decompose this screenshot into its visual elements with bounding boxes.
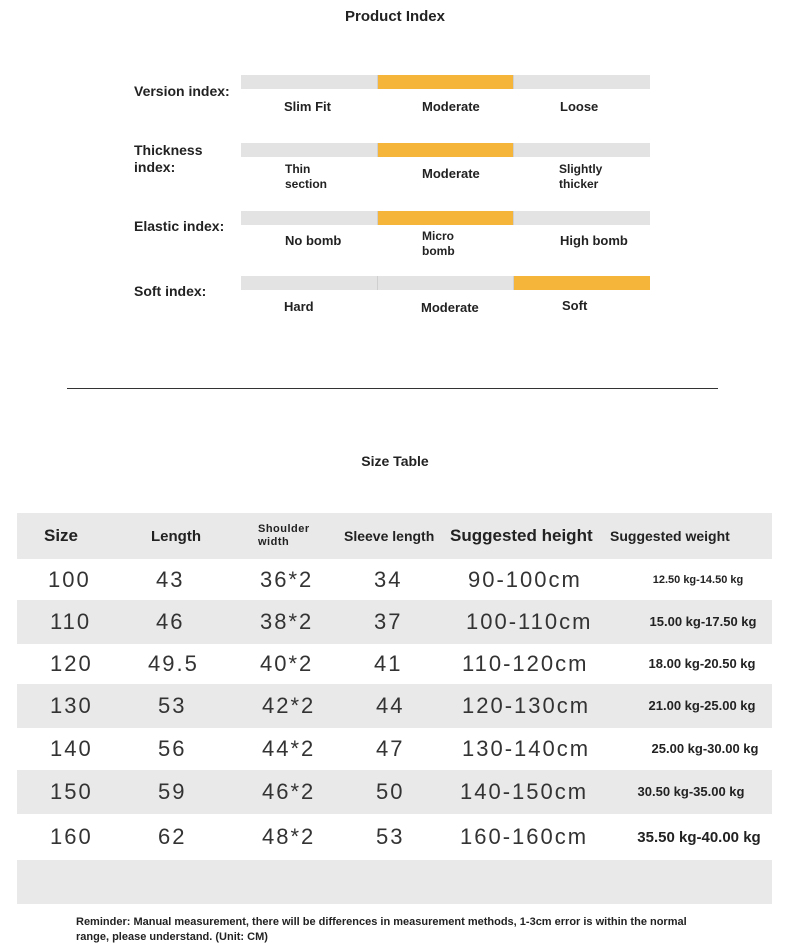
index-segment-active bbox=[378, 75, 515, 89]
cell-sleeve: 34 bbox=[374, 566, 403, 592]
table-row bbox=[17, 814, 772, 860]
cell-shoulder: 44*2 bbox=[262, 736, 316, 761]
cell-height: 120-130cm bbox=[462, 693, 591, 718]
cell-sleeve: 53 bbox=[376, 824, 405, 849]
cell-weight: 21.00 kg-25.00 kg bbox=[648, 698, 756, 713]
table-row bbox=[17, 684, 772, 728]
cell-weight: 30.50 kg-35.00 kg bbox=[637, 784, 745, 799]
header-suggested-height: Suggested height bbox=[450, 526, 593, 545]
version-index-label: Version index: bbox=[134, 83, 230, 99]
elastic-index-bar bbox=[241, 211, 650, 225]
soft-option-2: Moderate bbox=[421, 300, 479, 315]
cell-size: 130 bbox=[50, 693, 93, 718]
cell-weight: 25.00 kg-30.00 kg bbox=[651, 741, 759, 756]
cell-size: 150 bbox=[50, 779, 93, 804]
table-row bbox=[17, 770, 772, 814]
soft-index-bar bbox=[241, 276, 650, 290]
size-table-title: Size Table bbox=[361, 453, 429, 469]
cell-length: 49.5 bbox=[148, 651, 199, 676]
cell-length: 43 bbox=[156, 566, 185, 592]
cell-length: 62 bbox=[158, 824, 187, 849]
index-segment-active bbox=[378, 143, 515, 157]
soft-option-1: Hard bbox=[284, 299, 314, 314]
cell-height: 90-100cm bbox=[468, 566, 582, 592]
cell-shoulder: 42*2 bbox=[262, 693, 316, 718]
thickness-index-bar bbox=[241, 143, 650, 157]
table-footer-band bbox=[17, 860, 772, 904]
cell-weight: 15.00 kg-17.50 kg bbox=[649, 614, 757, 629]
cell-sleeve: 41 bbox=[374, 651, 403, 676]
header-sleeve-length: Sleeve length bbox=[344, 528, 435, 544]
version-index-bar bbox=[241, 75, 650, 89]
cell-size: 140 bbox=[50, 736, 93, 761]
thickness-option-1: Thin section bbox=[285, 162, 328, 191]
header-shoulder-width: Shoulder width bbox=[258, 523, 310, 548]
index-segment bbox=[514, 75, 650, 89]
cell-height: 160-160cm bbox=[460, 824, 589, 849]
index-segment bbox=[241, 75, 378, 89]
thickness-option-3: Slightly thicker bbox=[559, 162, 603, 191]
cell-size: 160 bbox=[50, 824, 93, 849]
version-option-1: Slim Fit bbox=[284, 99, 331, 114]
reminder-note: Reminder: Manual measurement, there will be differences in measurement methods, 1-3cm error is within the normal range, please understand. (Unit: CM) bbox=[76, 916, 687, 943]
index-segment bbox=[241, 143, 378, 157]
elastic-option-3: High bomb bbox=[560, 233, 628, 248]
cell-weight: 18.00 kg-20.50 kg bbox=[648, 656, 756, 671]
index-segment-active bbox=[514, 276, 650, 290]
section-divider bbox=[67, 388, 718, 389]
soft-index-label: Soft index: bbox=[134, 283, 207, 299]
index-segment bbox=[514, 143, 650, 157]
cell-shoulder: 36*2 bbox=[260, 566, 314, 592]
size-table bbox=[17, 513, 772, 904]
elastic-index-label: Elastic index: bbox=[134, 218, 225, 234]
cell-height: 110-120cm bbox=[462, 651, 589, 676]
cell-weight: 35.50 kg-40.00 kg bbox=[637, 828, 761, 846]
cell-size: 100 bbox=[48, 566, 91, 592]
cell-height: 140-150cm bbox=[460, 779, 589, 804]
cell-length: 46 bbox=[156, 609, 185, 634]
cell-sleeve: 47 bbox=[376, 736, 405, 761]
cell-shoulder: 38*2 bbox=[260, 609, 314, 634]
soft-option-3: Soft bbox=[562, 298, 588, 313]
table-row bbox=[17, 644, 772, 684]
index-segment bbox=[514, 211, 650, 225]
header-suggested-weight: Suggested weight bbox=[610, 528, 730, 544]
cell-height: 100-110cm bbox=[466, 609, 593, 634]
header-length: Length bbox=[151, 527, 201, 545]
table-row bbox=[17, 559, 772, 600]
index-segment bbox=[378, 276, 515, 290]
version-option-3: Loose bbox=[560, 99, 599, 114]
table-row bbox=[17, 728, 772, 770]
index-segment bbox=[241, 276, 378, 290]
cell-shoulder: 40*2 bbox=[260, 651, 314, 676]
table-row bbox=[17, 600, 772, 644]
cell-shoulder: 48*2 bbox=[262, 824, 316, 849]
cell-length: 56 bbox=[158, 736, 187, 761]
elastic-option-2: Micro bomb bbox=[422, 229, 455, 258]
product-index-title: Product Index bbox=[344, 8, 445, 25]
header-size: Size bbox=[44, 526, 79, 545]
cell-length: 53 bbox=[158, 693, 187, 718]
cell-sleeve: 37 bbox=[374, 609, 403, 634]
cell-sleeve: 44 bbox=[376, 693, 405, 718]
cell-weight: 12.50 kg-14.50 kg bbox=[652, 573, 744, 586]
cell-size: 120 bbox=[50, 651, 93, 676]
thickness-option-2: Moderate bbox=[422, 166, 480, 181]
elastic-option-1: No bomb bbox=[285, 233, 342, 248]
index-segment-active bbox=[378, 211, 515, 225]
index-segment bbox=[241, 211, 378, 225]
cell-sleeve: 50 bbox=[376, 779, 405, 804]
table-header-row bbox=[17, 513, 772, 559]
cell-height: 130-140cm bbox=[462, 736, 591, 761]
thickness-index-label: Thickness index: bbox=[134, 142, 203, 175]
cell-length: 59 bbox=[158, 779, 187, 804]
cell-shoulder: 46*2 bbox=[262, 779, 316, 804]
version-option-2: Moderate bbox=[422, 99, 480, 114]
cell-size: 110 bbox=[50, 609, 92, 634]
